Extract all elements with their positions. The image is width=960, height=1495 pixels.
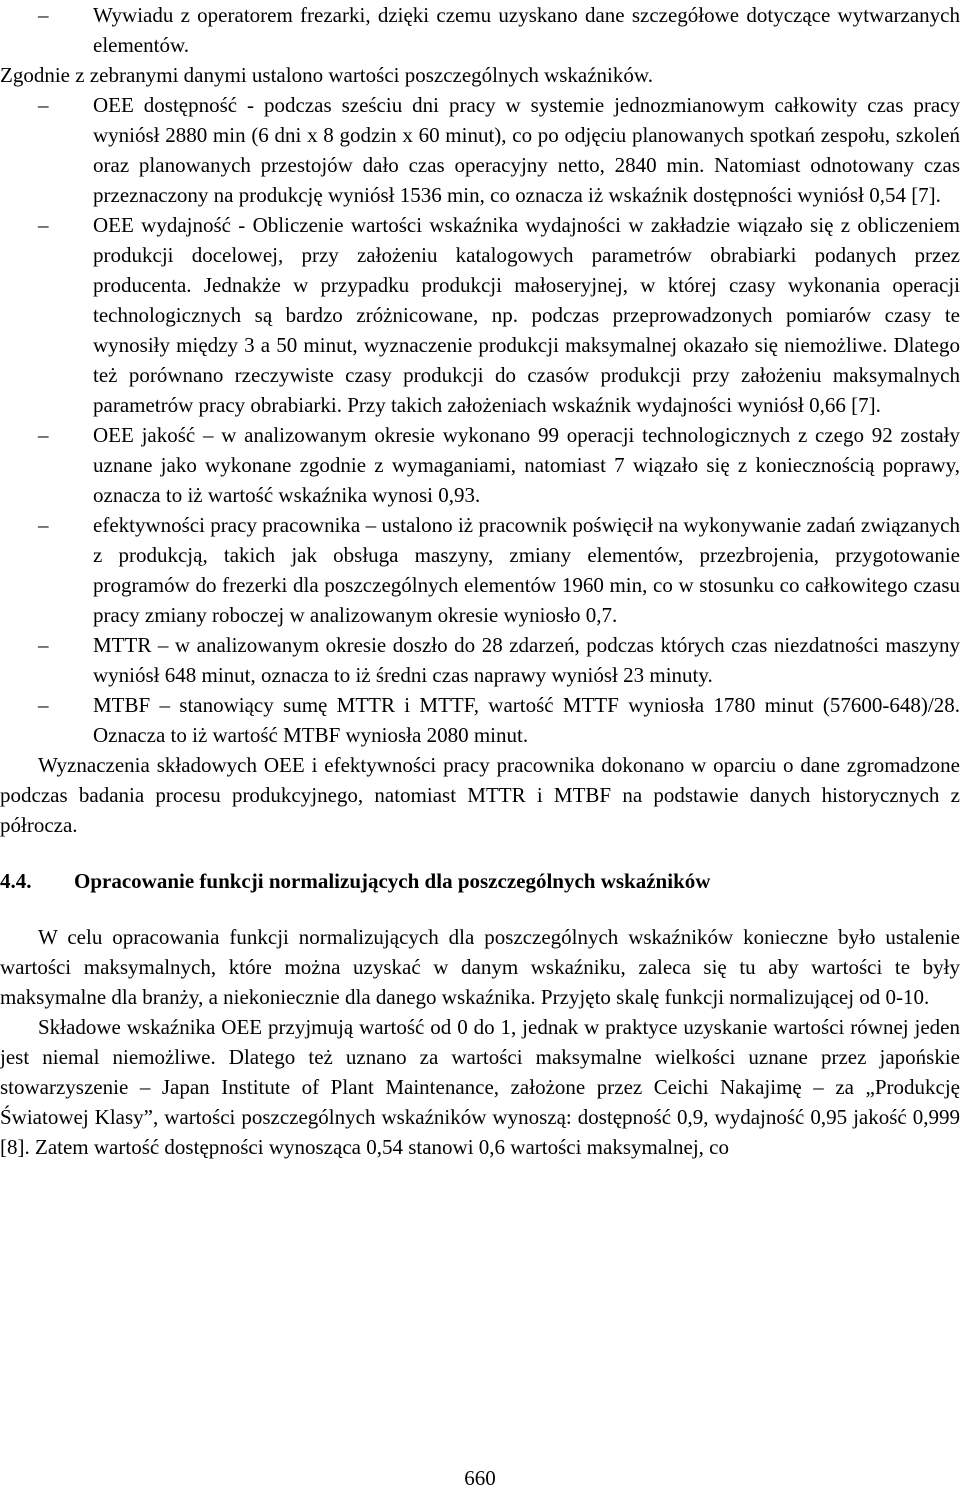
- bullet-item-interview: [0, 0, 960, 60]
- bullet-item-oee-performance: [0, 210, 960, 420]
- bullet-item-oee-quality: [0, 420, 960, 510]
- bullet-text: efektywności pracy pracownika – ustalono iż pracownik poświęcił na wykonywanie zadań związanych z produkcją, takich jak obsługa maszyny, zmiany elementów, przezbrojenia, przygotowanie programów do frezerki dla poszczególnych elementów 1960 min, co w stosunku co całkowitego czasu pracy zmiany roboczej w analizowanym okresie wyniosło 0,7.: [93, 513, 960, 627]
- bullet-dash: –: [38, 633, 49, 657]
- section-heading: [0, 840, 960, 922]
- bullet-dash: –: [38, 93, 49, 117]
- bullet-dash: –: [38, 693, 49, 717]
- bullet-item-mttr: [0, 630, 960, 690]
- bullet-text: MTBF – stanowiący sumę MTTR i MTTF, wartość MTTF wyniosła 1780 minut (57600-648)/28. Oznacza to iż wartość MTBF wyniosła 2080 minut.: [93, 693, 960, 747]
- bullet-text: Wywiadu z operatorem frezarki, dzięki czemu uzyskano dane szczegółowe dotyczące wytwarzanych elementów.: [93, 3, 960, 57]
- bullet-text: MTTR – w analizowanym okresie doszło do 28 zdarzeń, podczas których czas niezdatności maszyny wyniósł 648 minut, oznacza to iż średni czas naprawy wyniósł 23 minuty.: [93, 633, 960, 687]
- bullet-item-oee-availability: [0, 90, 960, 210]
- paragraph-oee-components: Składowe wskaźnika OEE przyjmują wartość od 0 do 1, jednak w praktyce uzyskanie wartości równej jeden jest niemal niemożliwe. Dlatego też uznano za wartości maksymalne wielkości uznane przez japońskie stowarzyszenie – Japan Institute of Plant Maintenance, założone przez Ceichi Nakajimę – za „Produkcję Światowej Klasy”, wartości poszczególnych wskaźników wynoszą: dostępność 0,9, wydajność 0,95 jakość 0,999 [8]. Zatem wartość dostępności wynosząca 0,54 stanowi 0,6 wartości maksymalnej, co: [0, 1015, 960, 1159]
- bullet-text: OEE jakość – w analizowanym okresie wykonano 99 operacji technologicznych z czego 92 zostały uznane jako wykonane zgodnie z wymaganiami, natomiast 7 wiązało się z koniecznością poprawy, oznacza to iż wartość wskaźnika wynosi 0,93.: [93, 423, 960, 507]
- bullet-dash: –: [38, 423, 49, 447]
- bullet-item-mtbf: [0, 690, 960, 750]
- bullet-text: OEE dostępność - podczas sześciu dni pracy w systemie jednozmianowym całkowity czas pracy wyniósł 2880 min (6 dni x 8 godzin x 60 minut), co po odjęciu planowanych spotkań zespołu, szkoleń oraz planowanych przestojów dało czas operacyjny netto, 2840 min. Natomiast odnotowany czas przeznaczony na produkcję wyniósł 1536 min, co oznacza iż wskaźnik dostępności wyniósł 0,54 [7].: [93, 93, 960, 207]
- paragraph-summary: Wyznaczenia składowych OEE i efektywności pracy pracownika dokonano w oparciu o dane zgromadzone podczas badania procesu produkcyjnego, natomiast MTTR i MTBF na podstawie danych historycznych z półrocza.: [0, 753, 960, 837]
- bullet-item-worker-efficiency: [0, 510, 960, 630]
- page-number: 660: [464, 1466, 496, 1490]
- paragraph-normalization: W celu opracowania funkcji normalizujących dla poszczególnych wskaźników konieczne było ustalenie wartości maksymalnych, które można uzyskać w danym wskaźniku, zaleca się tu aby wartości te były maksymalne dla branży, a niekoniecznie dla danego wskaźnika. Przyjęto skalę funkcji normalizującej od 0-10.: [0, 925, 960, 1009]
- paragraph-intro: Zgodnie z zebranymi danymi ustalono wartości poszczególnych wskaźników.: [0, 63, 653, 87]
- section-title: Opracowanie funkcji normalizujących dla poszczególnych wskaźników: [74, 869, 711, 893]
- section-number: 4.4.: [0, 869, 32, 893]
- bullet-dash: –: [38, 213, 49, 237]
- bullet-text: OEE wydajność - Obliczenie wartości wskaźnika wydajności w zakładzie wiązało się z obliczeniem produkcji docelowej, przy założeniu katalogowych parametrów obrabiarki podanych przez producenta. Jednakże w przypadku produkcji małoseryjnej, w której czasy wykonania operacji technologicznych są bardzo zróżnicowane, np. podczas przeprowadzonych pomiarów czasy te wynosiły między 3 a 50 minut, wyznaczenie produkcji maksymalnej okazało się niemożliwe. Dlatego też porównano rzeczywiste czasy produkcji do czasów produkcji przy założeniu maksymalnych parametrów pracy obrabiarki. Przy takich założeniach wskaźnik wydajności wyniósł 0,66 [7].: [93, 213, 960, 417]
- bullet-dash: –: [38, 3, 49, 27]
- bullet-dash: –: [38, 513, 49, 537]
